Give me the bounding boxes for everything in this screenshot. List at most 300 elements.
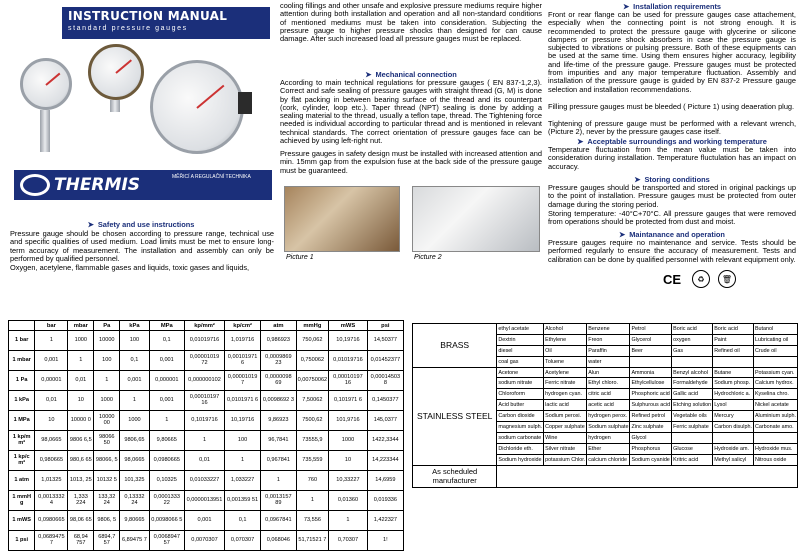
banner-title: INSTRUCTION MANUAL <box>68 9 228 23</box>
manual-banner <box>62 7 270 39</box>
conversion-value-cell: 9806 6,5 <box>68 431 94 451</box>
conversion-header-cell: mWS <box>329 321 368 331</box>
recycle-icon: ♻ <box>692 270 710 288</box>
material-cell: Benzyl alcohol <box>672 367 713 378</box>
arrow-icon: ➤ <box>87 220 94 229</box>
conversion-value-cell: 1 <box>185 431 225 451</box>
conversion-header-cell: atm <box>261 321 296 331</box>
conversion-row <box>9 391 404 411</box>
material-cell: magnesium sulph. <box>497 422 544 433</box>
material-cell: Alun <box>587 367 630 378</box>
conversion-value-cell: 0,000001 <box>149 371 184 391</box>
material-cell: Phosphoric acid <box>630 389 672 400</box>
conversion-value-cell: 10 <box>35 411 68 431</box>
material-cell: Sodium phosp. <box>713 378 754 389</box>
conversion-value-cell: 9806,65 <box>120 431 149 451</box>
conversion-value-cell: 10,33227 <box>329 471 368 491</box>
gauge-stem-medium <box>110 100 120 112</box>
conversion-unit-label: 1 kp/c m² <box>9 451 35 471</box>
banner-subtitle: standard pressure gauges <box>68 25 188 32</box>
material-group-label: STAINLESS STEEL <box>413 367 497 465</box>
conversion-value-cell: 10,19716 <box>225 411 261 431</box>
conversion-value-cell: 0,0980665 <box>35 511 68 531</box>
conversion-value-cell: 1 <box>261 471 296 491</box>
logo-tagline-box <box>168 170 272 200</box>
material-cell: Glucose <box>672 443 713 454</box>
conversion-value-cell: 9,80665 <box>149 431 184 451</box>
conversion-value-cell: 98066, 5 <box>94 451 120 471</box>
material-row <box>413 465 798 487</box>
arrow-icon: ➤ <box>619 230 626 239</box>
conversion-value-cell: 9,80665 <box>120 511 149 531</box>
material-group-label: BRASS <box>413 324 497 368</box>
conversion-value-cell: 14,50377 <box>367 331 403 351</box>
material-cell: Zinc sulphate <box>630 422 672 433</box>
conversion-value-cell: 0,00101971 6 <box>225 351 261 371</box>
conversion-value-cell: 0,001 <box>149 391 184 411</box>
conversion-value-cell: 0,967841 <box>261 451 296 471</box>
conversion-value-cell: 98066 50 <box>94 431 120 451</box>
env-heading: ➤ Acceptable surroundings and working temperature <box>577 137 767 146</box>
material-cell <box>672 432 713 443</box>
material-cell: Ferric nitrate <box>544 378 587 389</box>
material-cell: Gallic acid <box>672 389 713 400</box>
material-cell: Lysol <box>713 400 754 411</box>
material-cell: potassium Chlor. <box>544 454 587 465</box>
conversion-value-cell: 101,325 <box>120 471 149 491</box>
material-cell: Nickel acetate <box>753 400 797 411</box>
conversion-header-cell: kPa <box>120 321 149 331</box>
material-cell: Acetylene <box>544 367 587 378</box>
material-cell: Dextrin <box>497 334 544 345</box>
material-cell: Ferric sulphate <box>672 422 713 433</box>
conversion-value-cell: 0,1019716 <box>185 411 225 431</box>
material-cell: calcium chloride <box>587 454 630 465</box>
conversion-value-cell: 0,1 <box>149 331 184 351</box>
no-waste-bin-icon: 🗑 <box>718 270 736 288</box>
conversion-value-cell: 0,10325 <box>149 471 184 491</box>
arrow-icon: ➤ <box>577 137 584 146</box>
conversion-value-cell: 0,01360 <box>329 491 368 511</box>
maint-body: Pressure gauges require no maintenance and service. Tests should be performed regularly to ensure the accuracy of measurement. Tests and calibration can be done by qualified personnel with relevant equipment only. <box>548 238 796 264</box>
conversion-value-cell: 0,0013332 4 <box>35 491 68 511</box>
material-cell: Oil <box>544 345 587 356</box>
conversion-row <box>9 351 404 371</box>
material-cell: citric acid <box>587 389 630 400</box>
conversion-value-cell: 96,7841 <box>261 431 296 451</box>
conversion-header-row <box>9 321 404 331</box>
material-cell: Acid butter <box>497 400 544 411</box>
conversion-value-cell: 73555,9 <box>296 431 329 451</box>
material-cell: oxygen <box>672 334 713 345</box>
conversion-unit-label: 1 mbar <box>9 351 35 371</box>
maint-heading: ➤ Maintanance and operation <box>619 230 725 239</box>
conversion-value-cell: 7,50062 <box>296 391 329 411</box>
conversion-value-cell: 0,1 <box>120 351 149 371</box>
conversion-value-cell: 1 <box>68 351 94 371</box>
logo-name: THERMIS <box>54 175 141 195</box>
material-cell: Phosphorus <box>630 443 672 454</box>
conversion-value-cell: 14,223344 <box>367 451 403 471</box>
material-cell: Carbon dioxide <box>497 411 544 422</box>
conversion-row <box>9 331 404 351</box>
material-cell: Kritric acid <box>672 454 713 465</box>
mech-body: According to main technical regulations for pressure gauges ( EN 837-1,2,3). Correct and safe sealing of pressure gauges with straight thread (G, M) is done by flat packing in between bearing surface of the thread and its counterpart (cork, cylinder, loop etc.). Taper thread (NPT) sealing is done by adding a sealing material to the thread, usually a teflon tape, thread. The Tightening force needed is individual according to particular thread and is mentioned in relevant technical standards. The correct orientation of pressure gauges face can be achieved by using left-right nut. <box>280 78 542 145</box>
install-body-2: Filling pressure gauges must be bleeded ( Picture 1) using deaeration plug. <box>548 102 795 111</box>
scheduled-manufacturer-label: As scheduled manufacturer <box>413 465 497 487</box>
conversion-header-cell: psi <box>367 321 403 331</box>
conversion-value-cell: 0,0101971 6 <box>225 391 261 411</box>
conversion-value-cell: 73,556 <box>296 511 329 531</box>
safety-body: Pressure gauge should be chosen according to pressure range, technical use and specific qualities of used medium. Load limits must be met to ensure long-term accuracy of measurement. The installation and assembly can only be performed by qualified personnel. <box>10 229 274 263</box>
conversion-value-cell: 0,0980665 <box>149 451 184 471</box>
storage-body: Pressure gauges should be transported and stored in original packings up to the point of installation. Pressure gauges must be protected from outer damage during the storing period. <box>548 183 796 209</box>
material-cell <box>630 356 672 367</box>
column2-intro: cooling fillings and other unsafe and explosive pressure mediums require higher attention during both installation and operation and all non-standard conditions of mentioned mediums must be taken into consideration. Subjecting the pressure gauge to higher pressure shocks than designed for can cause damage. After such increased load all pressure gauges must be replaced. <box>280 1 542 44</box>
material-cell: Butane <box>713 367 754 378</box>
conversion-value-cell: 98,0665 <box>120 451 149 471</box>
conversion-header-cell: mbar <box>68 321 94 331</box>
mech-heading: ➤ Mechanical connection <box>365 70 457 79</box>
conversion-value-cell: 0,00750062 <box>296 371 329 391</box>
gauge-image-small <box>20 58 72 110</box>
material-cell <box>713 356 754 367</box>
conversion-value-cell: 0,1450377 <box>367 391 403 411</box>
conversion-unit-label: 1 atm <box>9 471 35 491</box>
conversion-value-cell: 1422,3344 <box>367 431 403 451</box>
conversion-value-cell: 1 <box>35 331 68 351</box>
ce-mark: CE <box>663 272 682 287</box>
gauge-contact-box <box>238 92 252 114</box>
conversion-header-cell: Pa <box>94 321 120 331</box>
conversion-value-cell: 10000 00 <box>94 411 120 431</box>
conversion-value-cell: 735,559 <box>296 451 329 471</box>
thermis-logo <box>14 170 168 200</box>
conversion-value-cell: 98,0665 <box>35 431 68 451</box>
conversion-value-cell: 0,0098066 5 <box>149 511 184 531</box>
conversion-value-cell: 51,71521 7 <box>296 531 329 551</box>
conversion-value-cell: 0,000000102 <box>185 371 225 391</box>
conversion-value-cell: 0,0013157 89 <box>261 491 296 511</box>
conversion-row <box>9 511 404 531</box>
material-cell: coal gas <box>497 356 544 367</box>
material-cell: Potassium cyan. <box>753 367 797 378</box>
conversion-unit-label: 1 mWS <box>9 511 35 531</box>
material-cell: ethyl acetate <box>497 324 544 335</box>
conversion-unit-label: 1 psi <box>9 531 35 551</box>
conversion-value-cell: 1000 <box>329 431 368 451</box>
material-cell: Methyl salicyl <box>713 454 754 465</box>
conversion-header-cell: mmHg <box>296 321 329 331</box>
material-cell: Refined oil <box>713 345 754 356</box>
material-cell: Boric acid <box>713 324 754 335</box>
mech-body-2: Pressure gauges in safety design must be installed with increased attention and min. 15mm gap from the expulsion fuse at the back side of the pressure gauge must be guaranteed. <box>280 149 542 175</box>
picture-2-caption: Picture 2 <box>414 254 442 261</box>
material-cell: Formaldehyde <box>672 378 713 389</box>
conversion-value-cell: 98,06 65 <box>68 511 94 531</box>
conversion-value-cell: 0,00001019 72 <box>185 351 225 371</box>
conversion-value-cell: 145,0377 <box>367 411 403 431</box>
conversion-value-cell: 10 <box>329 451 368 471</box>
conversion-value-cell: 0,01452377 <box>367 351 403 371</box>
conversion-value-cell: 0,001 <box>120 371 149 391</box>
gauge-stem-small <box>40 110 50 152</box>
conversion-value-cell: 750,062 <box>296 331 329 351</box>
material-cell: Ethyl chloro. <box>587 378 630 389</box>
conversion-row <box>9 471 404 491</box>
material-cell: Chloroform <box>497 389 544 400</box>
material-cell <box>497 465 798 487</box>
conversion-value-cell: 133,32 24 <box>94 491 120 511</box>
conversion-value-cell: 0,00001 <box>35 371 68 391</box>
material-cell: Alcohol <box>544 324 587 335</box>
conversion-value-cell: 100 <box>94 351 120 371</box>
conversion-value-cell: 0,019336 <box>367 491 403 511</box>
material-cell: Benzene <box>587 324 630 335</box>
conversion-value-cell: 0,01 <box>35 391 68 411</box>
material-cell: Carbon disulph. <box>713 422 754 433</box>
conversion-value-cell: 0,00010197 16 <box>329 371 368 391</box>
picture-1-caption: Picture 1 <box>286 254 314 261</box>
material-cell: Paint <box>713 334 754 345</box>
conversion-value-cell: 0,00001019 7 <box>225 371 261 391</box>
conversion-value-cell: 0,01 <box>68 371 94 391</box>
material-cell: Hydroxide am. <box>713 443 754 454</box>
material-cell: Wine <box>544 432 587 443</box>
material-cell <box>713 432 754 443</box>
conversion-value-cell: 0,0000013951 <box>185 491 225 511</box>
install-body-3: Tightening of pressure gauge must be performed with a relevant wrench, (Picture 2), never by the pressure gauges case itself. <box>548 119 796 137</box>
logo-mark-icon <box>20 174 50 196</box>
picture-1-image <box>284 186 400 252</box>
material-cell: Sodium cyanide <box>630 454 672 465</box>
conversion-row <box>9 531 404 551</box>
conversion-value-cell: 0,001 <box>35 351 68 371</box>
picture-2-image <box>412 186 540 252</box>
conversion-value-cell: 14,6959 <box>367 471 403 491</box>
conversion-value-cell: 1 <box>329 511 368 531</box>
safety-body-2: Oxygen, acetylene, flammable gases and liquids, toxic gases and liquids, <box>10 263 250 272</box>
arrow-icon: ➤ <box>634 175 641 184</box>
material-cell: Mercury <box>713 411 754 422</box>
conversion-value-cell: 760 <box>296 471 329 491</box>
gauge-image-contact <box>150 60 244 154</box>
material-cell: Sodium peroxi. <box>544 411 587 422</box>
conversion-value-cell: 0,001359 51 <box>225 491 261 511</box>
conversion-unit-label: 1 mmH g <box>9 491 35 511</box>
conversion-value-cell: 1000 <box>120 411 149 431</box>
material-cell: hydrogen perox. <box>587 411 630 422</box>
conversion-value-cell: 1 <box>296 491 329 511</box>
material-cell: acetic acid <box>587 400 630 411</box>
conversion-unit-label: 1 kp/m m² <box>9 431 35 451</box>
conversion-value-cell: 1000 <box>94 391 120 411</box>
conversion-row <box>9 491 404 511</box>
unit-conversion-table <box>8 320 404 551</box>
conversion-value-cell: 1,333 224 <box>68 491 94 511</box>
material-cell: Dichloride eth. <box>497 443 544 454</box>
storage-body-2: Storing temperature: -40°C+70°C. All pressure gauges that were removed from operations should be protected from dust and moist. <box>548 209 796 227</box>
conversion-value-cell: 1,01325 <box>35 471 68 491</box>
material-cell: Sodium sulphate <box>587 422 630 433</box>
conversion-value-cell: 0,0098692 3 <box>261 391 296 411</box>
material-cell: hydrogen cyan. <box>544 389 587 400</box>
material-cell: Aluminium sulph. <box>753 411 797 422</box>
material-cell: Ether <box>587 443 630 454</box>
conversion-value-cell: 0,070307 <box>225 531 261 551</box>
conversion-value-cell: 1,033227 <box>225 471 261 491</box>
conversion-value-cell: 100 <box>225 431 261 451</box>
conversion-value-cell: 68,94 757 <box>68 531 94 551</box>
conversion-value-cell: 1,019716 <box>225 331 261 351</box>
conversion-value-cell: 10132 5 <box>94 471 120 491</box>
conversion-value-cell: 0,980665 <box>35 451 68 471</box>
material-cell: sodium carbonate <box>497 432 544 443</box>
conversion-value-cell: 0,01019716 <box>329 351 368 371</box>
conversion-value-cell: 0,00010197 16 <box>185 391 225 411</box>
conversion-value-cell: 1013, 25 <box>68 471 94 491</box>
material-cell: Freon <box>587 334 630 345</box>
material-row <box>413 367 798 378</box>
material-cell <box>672 356 713 367</box>
conversion-value-cell: 0,0001333 22 <box>149 491 184 511</box>
material-cell: Gas <box>672 345 713 356</box>
conversion-value-cell: 1 <box>149 411 184 431</box>
conversion-value-cell: 10000 0 <box>68 411 94 431</box>
conversion-value-cell: 0,001 <box>185 511 225 531</box>
material-cell: sodium nitrate <box>497 378 544 389</box>
conversion-unit-label: 1 kPa <box>9 391 35 411</box>
install-body: Front or rear flange can be used for pressure gauges case attachement, especially when the connecting point is not strong enough. It is recommended to protect the pressure gauge with glycerine or silicone dampers or pressure shock absorbers in case the pressure gauge is subjected to vibrations or pulsing pressure. Both of these equipments can be used at the same time. Using them ensures higher accuracy, legibility and life-time of the pressure gauge. Pressure gauges must be protected from impurities and any major temperature fluctuation. Assembly and installation of the pressure gauge is guided by EN 837-2 Pressure gauge selection and installation recommendations. <box>548 10 796 94</box>
conversion-value-cell: 0,001 <box>149 351 184 371</box>
conversion-value-cell: 0,986923 <box>261 331 296 351</box>
conversion-value-cell: 6894,7 57 <box>94 531 120 551</box>
install-heading: ➤ Installation requirements <box>622 2 722 11</box>
material-cell <box>753 356 797 367</box>
conversion-value-cell: 0,01 <box>185 451 225 471</box>
conversion-row <box>9 431 404 451</box>
material-cell: Sulphurous acid <box>630 400 672 411</box>
material-cell: Carbonate amo. <box>753 422 797 433</box>
conversion-value-cell: 0,0000098 69 <box>261 371 296 391</box>
conversion-value-cell: 0,0009869 23 <box>261 351 296 371</box>
conversion-value-cell: 100 <box>120 331 149 351</box>
material-cell: Boric acid <box>672 324 713 335</box>
conversion-value-cell: 0,068046 <box>261 531 296 551</box>
conversion-value-cell: 0,1 <box>225 511 261 531</box>
conversion-value-cell: 7500,62 <box>296 411 329 431</box>
gauge-image-medium <box>88 44 144 100</box>
material-cell: Ammonia <box>630 367 672 378</box>
material-cell: Calcium hydrox. <box>753 378 797 389</box>
conversion-value-cell: 0,101971 6 <box>329 391 368 411</box>
material-cell: hydrogen <box>587 432 630 443</box>
material-cell: water <box>587 356 630 367</box>
conversion-value-cell: 9806, 5 <box>94 511 120 531</box>
conversion-value-cell: 0,13332 24 <box>120 491 149 511</box>
conversion-unit-label: 1 bar <box>9 331 35 351</box>
material-cell: Silver nitrate <box>544 443 587 454</box>
conversion-value-cell: 1 <box>94 371 120 391</box>
storage-heading: ➤ Storing conditions <box>634 175 710 184</box>
material-row <box>413 324 798 335</box>
conversion-header-cell <box>9 321 35 331</box>
conversion-value-cell: 1000 <box>68 331 94 351</box>
conversion-value-cell: 6,89475 7 <box>120 531 149 551</box>
conversion-row <box>9 371 404 391</box>
conversion-value-cell: 0,70307 <box>329 531 368 551</box>
arrow-icon: ➤ <box>365 70 372 79</box>
conversion-value-cell: 0,01019716 <box>185 331 225 351</box>
conversion-value-cell: 10 <box>68 391 94 411</box>
arrow-icon: ➤ <box>622 2 630 11</box>
material-cell: Paraffin <box>587 345 630 356</box>
conversion-value-cell: 1,422327 <box>367 511 403 531</box>
material-cell: Petrol <box>630 324 672 335</box>
material-cell: Nitrous oxide <box>753 454 797 465</box>
conversion-row <box>9 451 404 471</box>
conversion-value-cell: 0,0068947 57 <box>149 531 184 551</box>
material-cell: Hydrochloric a. <box>713 389 754 400</box>
conversion-value-cell: 9,86923 <box>261 411 296 431</box>
conversion-value-cell: 0,01033227 <box>185 471 225 491</box>
material-cell: Copper sulphate <box>544 422 587 433</box>
conversion-value-cell: 0,0070307 <box>185 531 225 551</box>
material-cell: Sodium hydroxide <box>497 454 544 465</box>
material-cell: Hydroxide mus. <box>753 443 797 454</box>
material-cell: Glycerol <box>630 334 672 345</box>
material-cell: Ethylcellulose <box>630 378 672 389</box>
conversion-value-cell: 10,19716 <box>329 331 368 351</box>
material-cell: Beer <box>630 345 672 356</box>
conversion-value-cell: 1 <box>120 391 149 411</box>
logo-tagline: MĚŘICÍ A REGULAČNÍ TECHNIKA <box>172 174 251 180</box>
conversion-value-cell: 0,00014503 8 <box>367 371 403 391</box>
material-cell: diesel <box>497 345 544 356</box>
conversion-value-cell: 1! <box>367 531 403 551</box>
conversion-header-cell: bar <box>35 321 68 331</box>
material-cell: Ethylene <box>544 334 587 345</box>
conversion-header-cell: MPa <box>149 321 184 331</box>
conversion-row <box>9 411 404 431</box>
conversion-unit-label: 1 MPa <box>9 411 35 431</box>
material-cell: Kyselina chro. <box>753 389 797 400</box>
conversion-header-cell: kp/mm² <box>185 321 225 331</box>
material-cell: Refined petrol <box>630 411 672 422</box>
conversion-value-cell: 0,0689475 7 <box>35 531 68 551</box>
conversion-value-cell: 1 <box>225 451 261 471</box>
conversion-value-cell: 10000 <box>94 331 120 351</box>
material-cell: Acetone <box>497 367 544 378</box>
material-cell <box>753 432 797 443</box>
material-cell: Glycol <box>630 432 672 443</box>
material-cell: Crude oil <box>753 345 797 356</box>
material-cell: Etching solution <box>672 400 713 411</box>
conversion-value-cell: 0,750062 <box>296 351 329 371</box>
material-cell: Lubricating oil <box>753 334 797 345</box>
conversion-value-cell: 0,0967841 <box>261 511 296 531</box>
material-cell: lactic acid <box>544 400 587 411</box>
conversion-header-cell: kp/cm² <box>225 321 261 331</box>
material-cell: Toluene <box>544 356 587 367</box>
material-cell: Vegetable oils <box>672 411 713 422</box>
safety-heading: ➤ Safety and use instructions <box>87 220 195 229</box>
conversion-unit-label: 1 Pa <box>9 371 35 391</box>
conversion-value-cell: 980,6 65 <box>68 451 94 471</box>
env-body: Temperature fluctuation from the mean value must be taken into consideration during installation. Temperature fluctulation has an impact on accuracy. <box>548 145 796 171</box>
material-cell: Butanol <box>753 324 797 335</box>
material-compatibility-table <box>412 323 798 488</box>
